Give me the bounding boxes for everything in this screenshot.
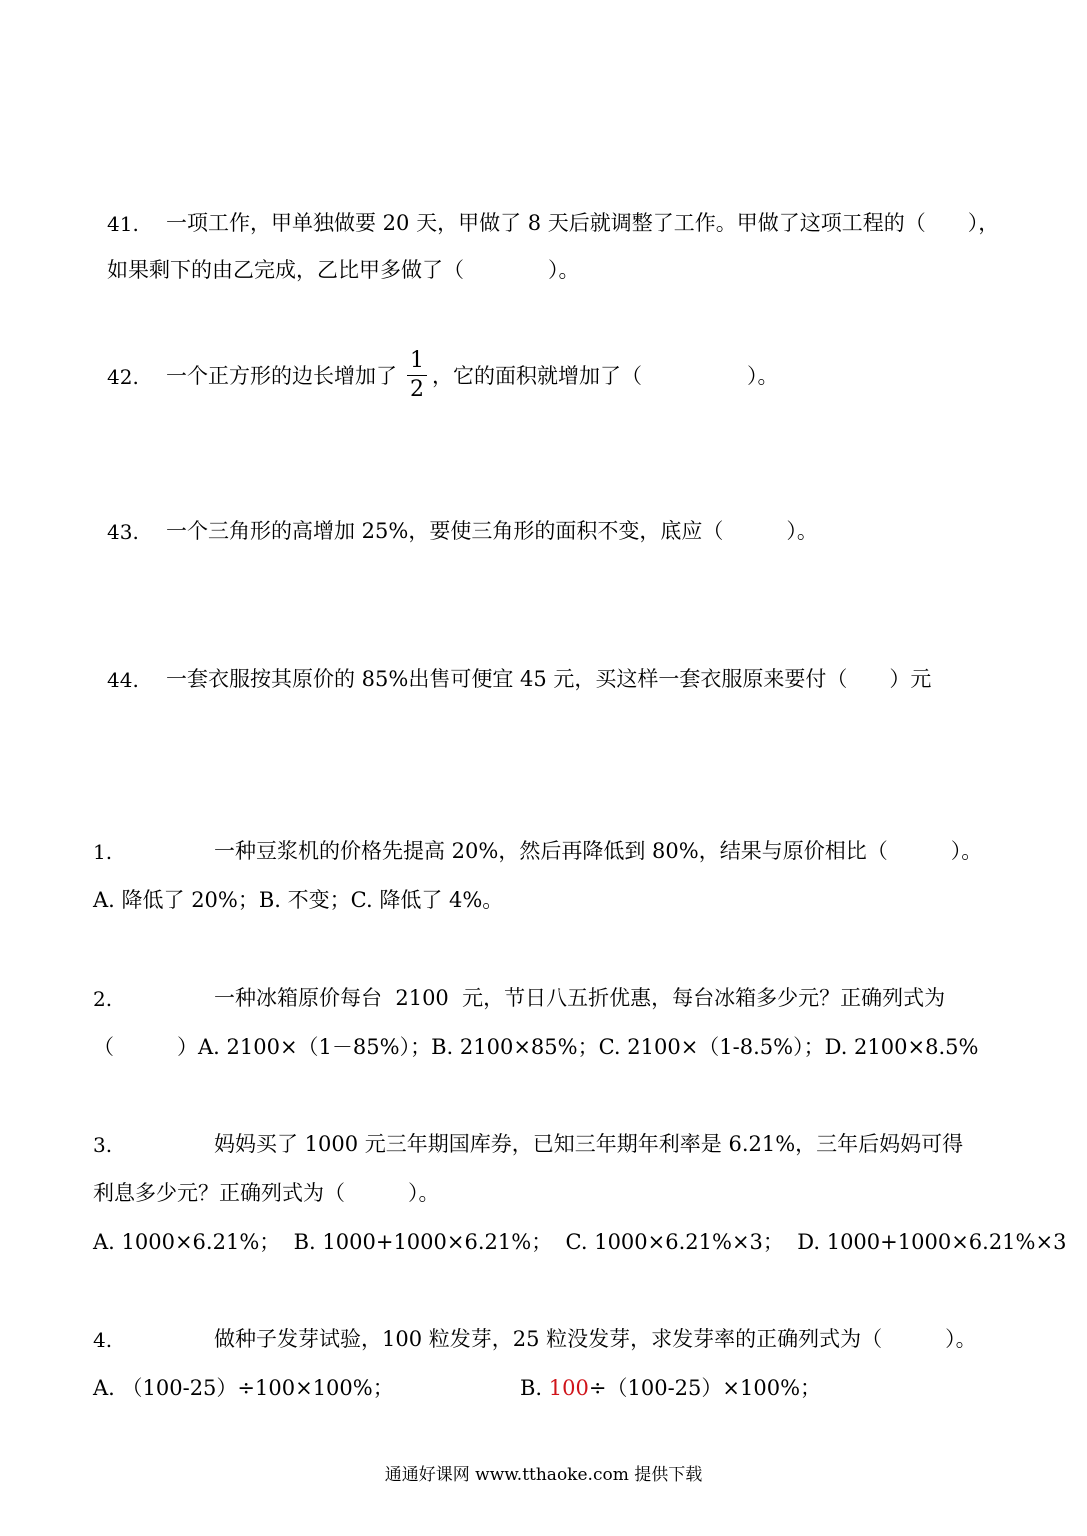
- question-text: 如果剩下的由乙完成，乙比甲多做了（ ）。: [107, 258, 580, 282]
- question-text: 一种豆浆机的价格先提高 20%，然后再降低到 80%，结果与原价相比（ ）。: [214, 839, 983, 863]
- question-text: 一项工作，甲单独做要 20 天，甲做了 8 天后就调整了工作。甲做了这项工程的（ ），: [166, 211, 1000, 235]
- fraction-bar: [407, 375, 427, 376]
- question-text: 做种子发芽试验，100 粒发芽，25 粒没发芽，求发芽率的正确列式为（ ）。: [214, 1327, 977, 1351]
- page-footer: 通通好课网 www.tthaoke.com 提供下载: [384, 1465, 703, 1485]
- question-text: 一种冰箱原价每台 2100 元，节日八五折优惠，每台冰箱多少元？正确列式为: [214, 986, 946, 1010]
- question-number: 44.: [107, 668, 139, 692]
- fraction-denominator: 2: [410, 377, 424, 402]
- option-b-prefix: B.: [520, 1376, 549, 1400]
- question-text: 妈妈买了 1000 元三年期国库券，已知三年期年利率是 6.21%，三年后妈妈可得: [214, 1132, 964, 1156]
- question-options: （ ）A. 2100×（1－85%）；B. 2100×85%；C. 2100×（1-8.5%）；D. 2100×8.5%: [93, 1035, 979, 1059]
- option-b-suffix: ÷（100-25）×100%；: [588, 1376, 822, 1400]
- option-b: [520, 1375, 821, 1401]
- fraction-numerator: 1: [410, 348, 424, 373]
- question-text: 一套衣服按其原价的 85%出售可便宜 45 元，买这样一套衣服原来要付（ ）元: [166, 667, 932, 691]
- question-number: 1.: [93, 840, 113, 864]
- option-b-highlight: 100: [548, 1376, 589, 1400]
- question-number: 2.: [93, 987, 113, 1011]
- question-text: 一个三角形的高增加 25%，要使三角形的面积不变，底应（ ）。: [166, 519, 818, 543]
- question-number: 41.: [107, 212, 139, 236]
- question-text: 利息多少元？正确列式为（ ）。: [93, 1181, 440, 1205]
- fraction: [406, 350, 428, 401]
- question-number: 4.: [93, 1328, 113, 1352]
- question-text: 一个正方形的边长增加了: [166, 364, 397, 388]
- question-number: 43.: [107, 520, 139, 544]
- option-a: A. （100-25）÷100×100%；: [93, 1376, 394, 1400]
- question-options: A. 1000×6.21%； B. 1000+1000×6.21%； C. 1000×6.21%×3； D. 1000+1000×6.21%×3: [93, 1230, 1067, 1254]
- question-text: ，它的面积就增加了（ ）。: [432, 364, 779, 388]
- question-number: 42.: [107, 365, 139, 389]
- question-number: 3.: [93, 1133, 113, 1157]
- question-options: A. 降低了 20%；B. 不变；C. 降低了 4%。: [93, 888, 504, 912]
